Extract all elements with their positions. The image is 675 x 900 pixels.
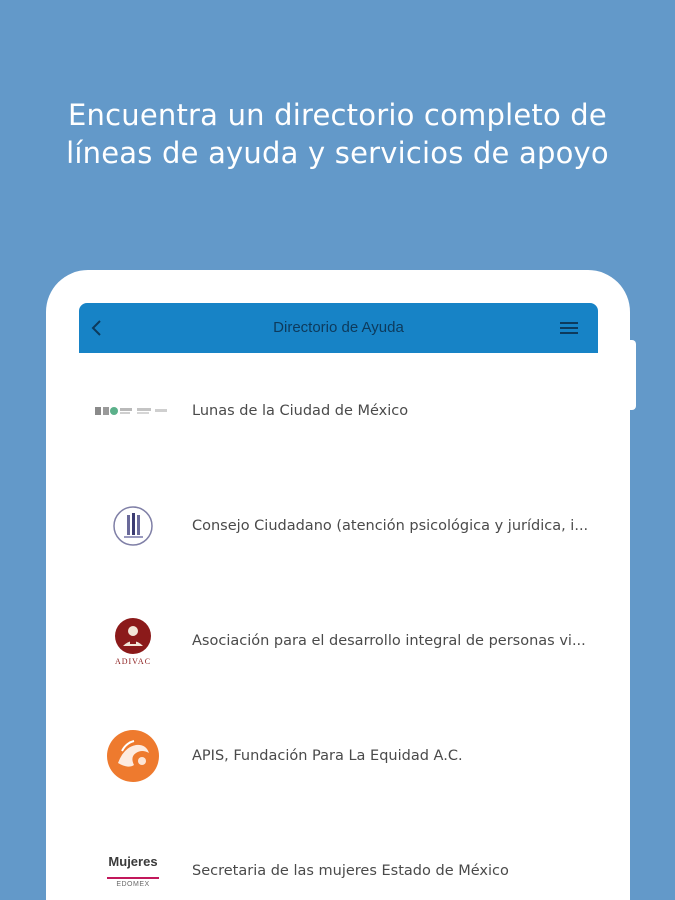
- promo-headline: [0, 96, 675, 172]
- list-item[interactable]: [79, 698, 598, 813]
- mujeres-logo-text: Mujeres: [108, 853, 158, 869]
- cdmx-logo: [93, 376, 173, 446]
- hamburger-menu-icon[interactable]: [560, 320, 578, 336]
- list-item[interactable]: [79, 813, 598, 900]
- edomex-logo-text: EDOMEX: [116, 880, 150, 888]
- adivac-logo-text: ADIVAC: [114, 656, 152, 666]
- list-item[interactable]: [79, 583, 598, 698]
- app-bar: [79, 303, 598, 353]
- page-title: Directorio de Ayuda: [273, 319, 404, 336]
- headline-line-2: líneas de ayuda y servicios de apoyo: [66, 136, 609, 170]
- headline-line-1: Encuentra un directorio completo de: [68, 98, 607, 132]
- apis-logo: [93, 721, 173, 791]
- adivac-logo: [93, 606, 173, 676]
- mujeres-edomex-logo: [93, 836, 173, 900]
- list-item[interactable]: [79, 468, 598, 583]
- chevron-left-icon[interactable]: [87, 316, 107, 340]
- list-item[interactable]: [79, 353, 598, 468]
- list-item-label: Asociación para el desarrollo integral de personas vi...: [192, 632, 586, 649]
- directory-list: [79, 353, 598, 900]
- list-item-label: Secretaria de las mujeres Estado de México: [192, 862, 509, 879]
- consejo-ciudadano-logo: [93, 491, 173, 561]
- list-item-label: Lunas de la Ciudad de México: [192, 402, 409, 419]
- list-item-label: APIS, Fundación Para La Equidad A.C.: [192, 747, 463, 764]
- list-item-label: Consejo Ciudadano (atención psicológica y jurídica, i...: [192, 517, 589, 534]
